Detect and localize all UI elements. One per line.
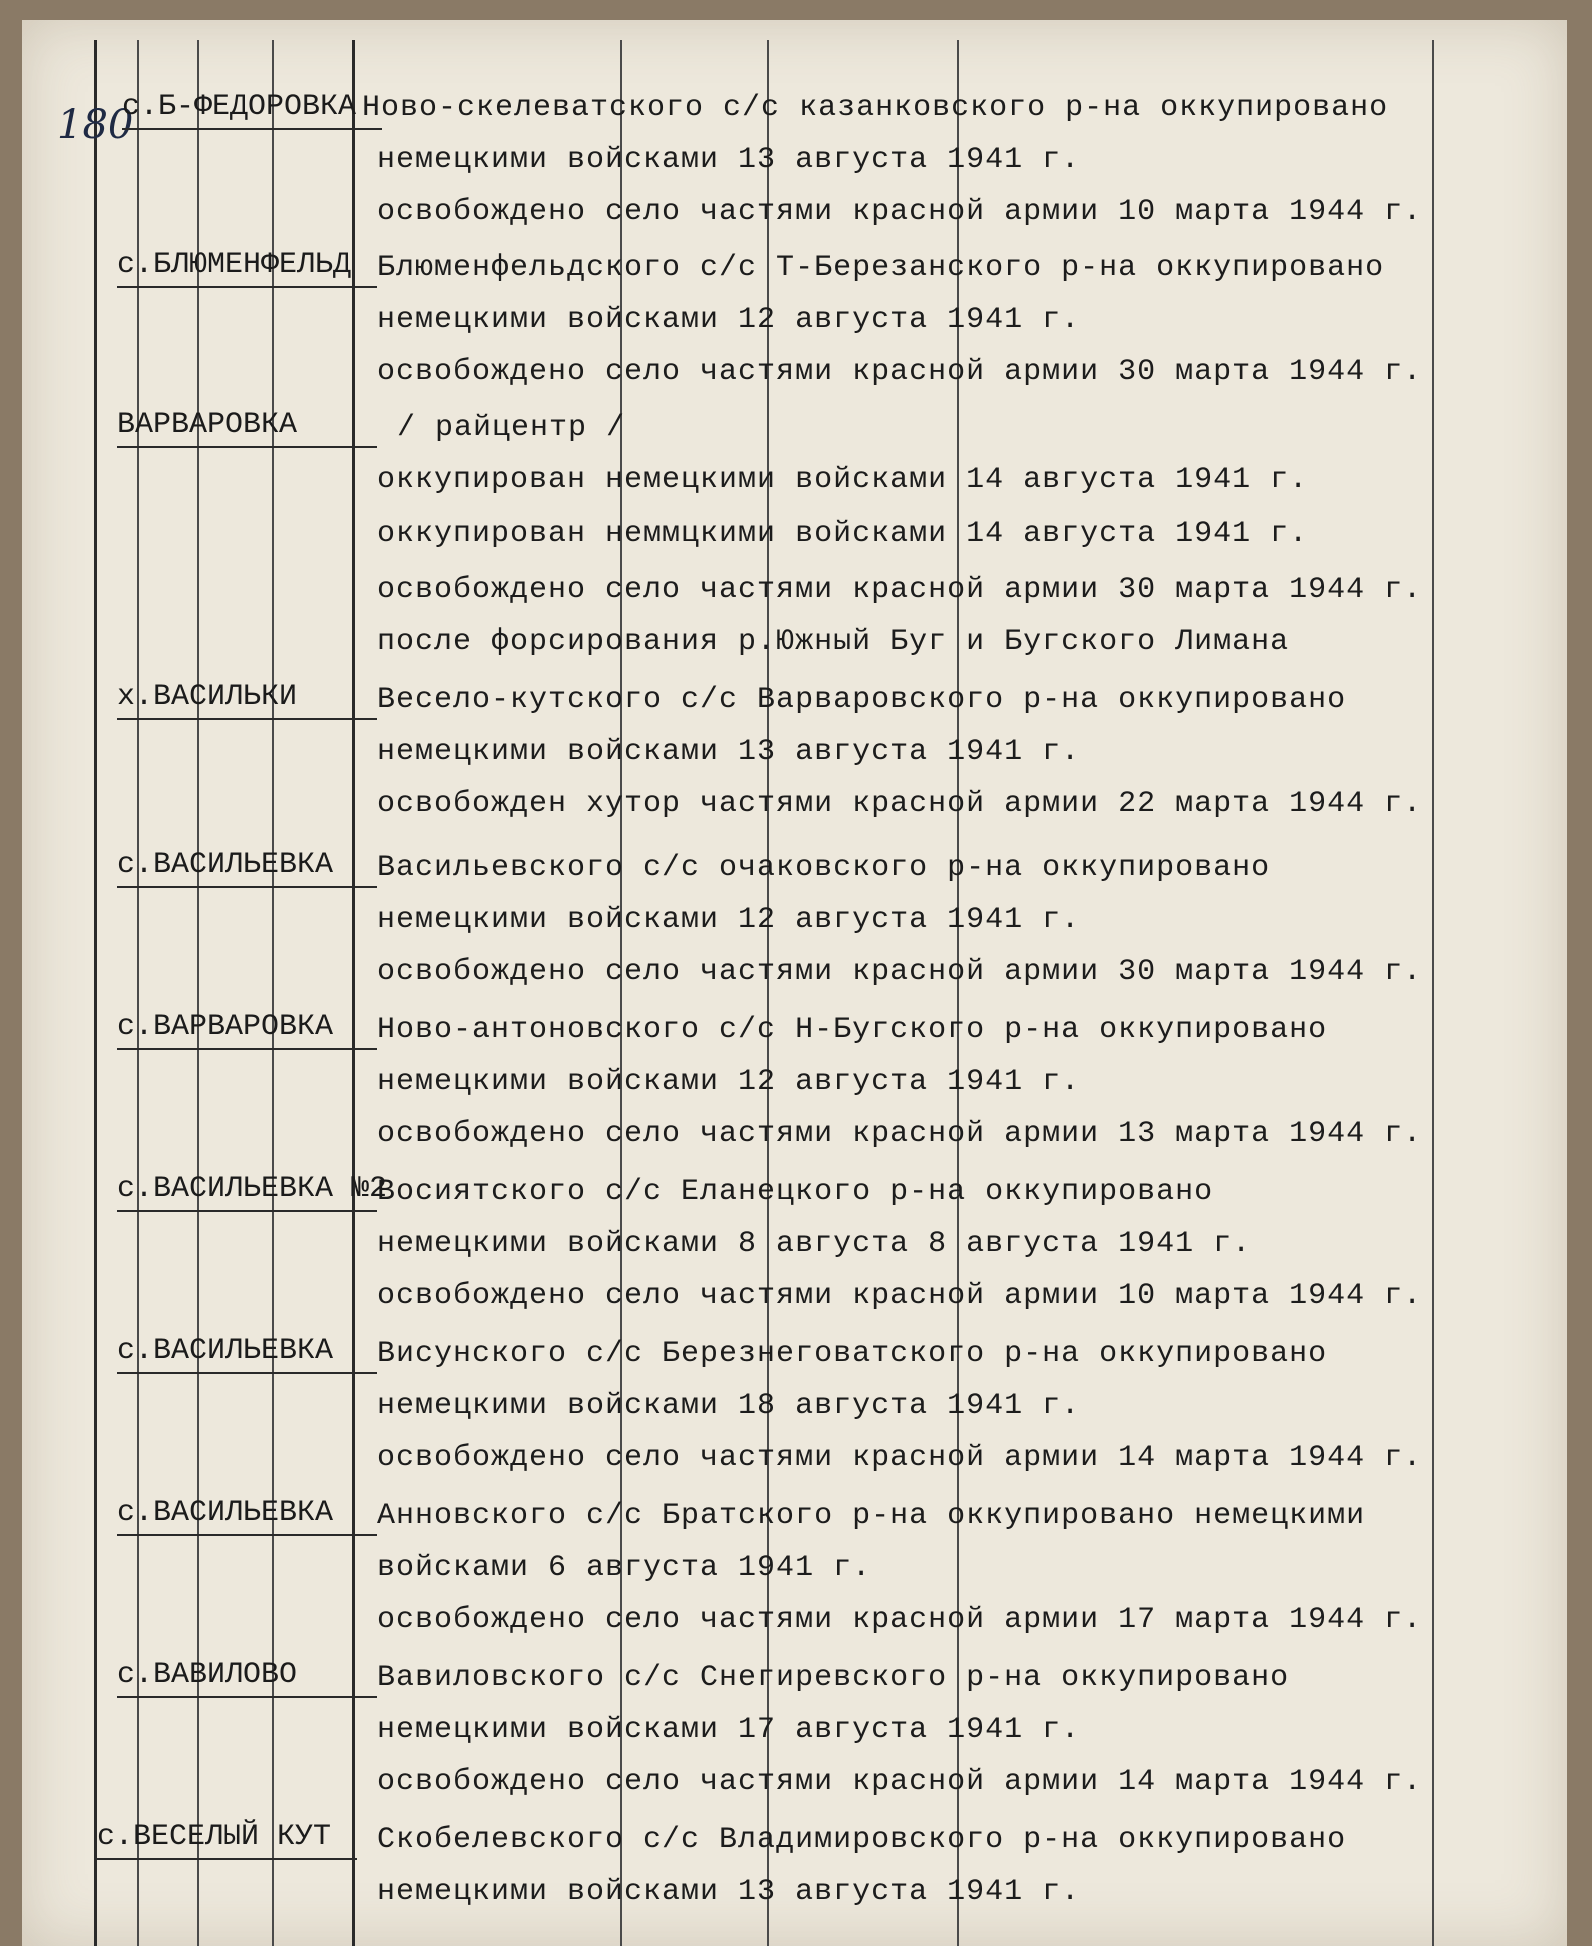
entry-line: Вавиловского с/с Снегиревского р-на оккупировано (377, 1661, 1290, 1695)
entry-line: освобождено село частями красной армии 14 марта 1944 г. (377, 1441, 1423, 1475)
column-rule (1432, 40, 1434, 1946)
entry-line: Блюменфельдского с/с Т-Березанского р-на оккупировано (377, 251, 1385, 285)
entry-line: / райцентр / (397, 411, 626, 445)
entry-line: освобождено село частями красной армии 30 марта 1944 г. (377, 573, 1423, 607)
place-name: с.ВАВИЛОВО (117, 1658, 377, 1698)
entry-line: оккупирован немецкими войсками 14 августа 1941 г. (377, 463, 1309, 497)
entry-line: освобождено село частями красной армии 17 марта 1944 г. (377, 1603, 1423, 1637)
place-name: с.ВАСИЛЬЕВКА (117, 848, 377, 888)
entry-line: освобождено село частями красной армии 30 марта 1944 г. (377, 955, 1423, 989)
place-name: с.ВАСИЛЬЕВКА (117, 1496, 377, 1536)
entry-line: немецкими войсками 13 августа 1941 г. (377, 735, 1081, 769)
entry-line: войсками 6 августа 1941 г. (377, 1551, 872, 1585)
entry-line: Весело-кутского с/с Варваровского р-на оккупировано (377, 683, 1347, 717)
page-number: 180 (57, 102, 134, 148)
entry-line: немецкими войсками 13 августа 1941 г. (377, 1875, 1081, 1909)
place-name: с.ВАСИЛЬЕВКА (117, 1334, 377, 1374)
entry-line: Висунского с/с Березнеговатского р-на оккупировано (377, 1337, 1328, 1371)
entry-line: немецкими войсками 8 августа 8 августа 1941 г. (377, 1227, 1252, 1261)
entry-line: немецкими войсками 12 августа 1941 г. (377, 303, 1081, 337)
column-rule (94, 40, 97, 1946)
entry-line: освобождено село частями красной армии 14 марта 1944 г. (377, 1765, 1423, 1799)
entry-line: Скобелевского с/с Владимировского р-на оккупировано (377, 1823, 1347, 1857)
entry-line: Ново-антоновского с/с Н-Бугского р-на оккупировано (377, 1013, 1328, 1047)
place-name: с.ВАСИЛЬЕВКА №2 (117, 1172, 377, 1212)
document-page (22, 20, 1567, 1946)
entry-line: немецкими войсками 12 августа 1941 г. (377, 903, 1081, 937)
entry-line: освобождено село частями красной армии 13 марта 1944 г. (377, 1117, 1423, 1151)
place-name: с.ВЕСЕЛЫЙ КУТ (97, 1820, 357, 1860)
entry-line: немецкими войсками 12 августа 1941 г. (377, 1065, 1081, 1099)
entry-line: немецкими войсками 18 августа 1941 г. (377, 1389, 1081, 1423)
entry-line: немецкими войсками 17 августа 1941 г. (377, 1713, 1081, 1747)
entry-line: немецкими войсками 13 августа 1941 г. (377, 143, 1081, 177)
entry-line: оккупирован неммцкими войсками 14 августа 1941 г. (377, 517, 1309, 551)
entry-line: освобождено село частями красной армии 10 марта 1944 г. (377, 195, 1423, 229)
entry-line: Восиятского с/с Еланецкого р-на оккупировано (377, 1175, 1214, 1209)
entry-line: освобождено село частями красной армии 10 марта 1944 г. (377, 1279, 1423, 1313)
place-name: с.Б-ФЕДОРОВКА (122, 90, 382, 130)
entry-line: после форсирования р.Южный Буг и Бугского Лимана (377, 625, 1290, 659)
place-name: с.БЛЮМЕНФЕЛЬД (117, 248, 377, 288)
entry-line: Васильевского с/с очаковского р-на оккупировано (377, 851, 1271, 885)
place-name: с.ВАРВАРОВКА (117, 1010, 377, 1050)
entry-line: освобожден хутор частями красной армии 22 марта 1944 г. (377, 787, 1423, 821)
place-name: ВАРВАРОВКА (117, 408, 377, 448)
entry-line: Анновского с/с Братского р-на оккупировано немецкими (377, 1499, 1366, 1533)
entry-line: освобождено село частями красной армии 30 марта 1944 г. (377, 355, 1423, 389)
entry-line: Ново-скелеватского с/с казанковского р-на оккупировано (362, 91, 1389, 125)
place-name: х.ВАСИЛЬКИ (117, 680, 377, 720)
